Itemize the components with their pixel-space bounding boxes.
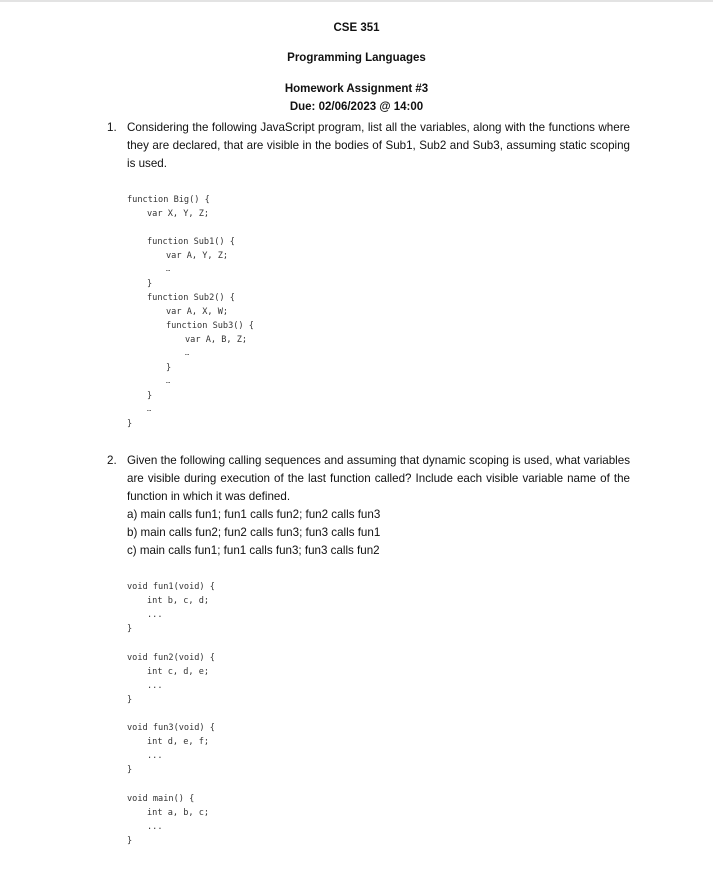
code-line: … xyxy=(166,265,171,273)
code-line: } xyxy=(127,765,133,775)
code-line: } xyxy=(127,836,133,846)
code-line: int d, e, f; xyxy=(147,737,210,747)
top-border xyxy=(0,0,713,2)
code-line: void fun1(void) { xyxy=(127,582,215,592)
due-date: Due: 02/06/2023 @ 14:00 xyxy=(289,101,424,113)
code-line: function Sub3() { xyxy=(166,321,254,331)
code-line: function Sub1() { xyxy=(147,237,235,247)
code-line: ... xyxy=(147,610,163,620)
q2-option-b: b) main calls fun2; fun2 calls fun3; fun3 calls fun1 xyxy=(127,526,381,539)
code-line: int c, d, e; xyxy=(147,667,210,677)
code-line: function Big() { xyxy=(127,195,210,205)
code-line: var A, B, Z; xyxy=(185,335,248,345)
code-line: … xyxy=(166,377,171,385)
code-line: ... xyxy=(147,822,163,832)
code-line: void fun2(void) { xyxy=(127,653,215,663)
code-line: } xyxy=(127,624,133,634)
q1-text: Considering the following JavaScript program, list all the variables, along with the functions where they are declared, that are visible in the bodies of Sub1, Sub2 and Sub3, assuming static scoping is used. xyxy=(127,121,630,170)
code-line: int b, c, d; xyxy=(147,596,210,606)
code-line: } xyxy=(127,419,133,429)
code-line: var A, X, W; xyxy=(166,307,229,317)
code-line: void fun3(void) { xyxy=(127,723,215,733)
code-line: } xyxy=(147,279,153,289)
q2-number: 2. xyxy=(107,454,117,467)
code-line: } xyxy=(166,363,172,373)
q2-text: Given the following calling sequences and assuming that dynamic scoping is used, what variables are visible during execution of the last function called? Include each visible variable name of the function in which it was defined. xyxy=(127,454,630,503)
code-line: void main() { xyxy=(127,794,195,804)
code-line: } xyxy=(127,695,133,705)
q1-number: 1. xyxy=(107,121,117,134)
code-line: function Sub2() { xyxy=(147,293,235,303)
code-line: … xyxy=(147,405,152,413)
code-line: int a, b, c; xyxy=(147,808,210,818)
assignment-title: Homework Assignment #3 xyxy=(284,83,429,95)
code-line: ... xyxy=(147,751,163,761)
code-line: var X, Y, Z; xyxy=(147,209,210,219)
code-line: } xyxy=(147,391,153,401)
course-code: CSE 351 xyxy=(333,22,380,34)
q2-option-c: c) main calls fun1; fun1 calls fun3; fun3 calls fun2 xyxy=(127,544,380,557)
course-title: Programming Languages xyxy=(287,52,426,64)
q2-option-a: a) main calls fun1; fun1 calls fun2; fun2 calls fun3 xyxy=(127,508,381,521)
code-line: … xyxy=(185,349,190,357)
code-line: ... xyxy=(147,681,163,691)
code-line: var A, Y, Z; xyxy=(166,251,229,261)
